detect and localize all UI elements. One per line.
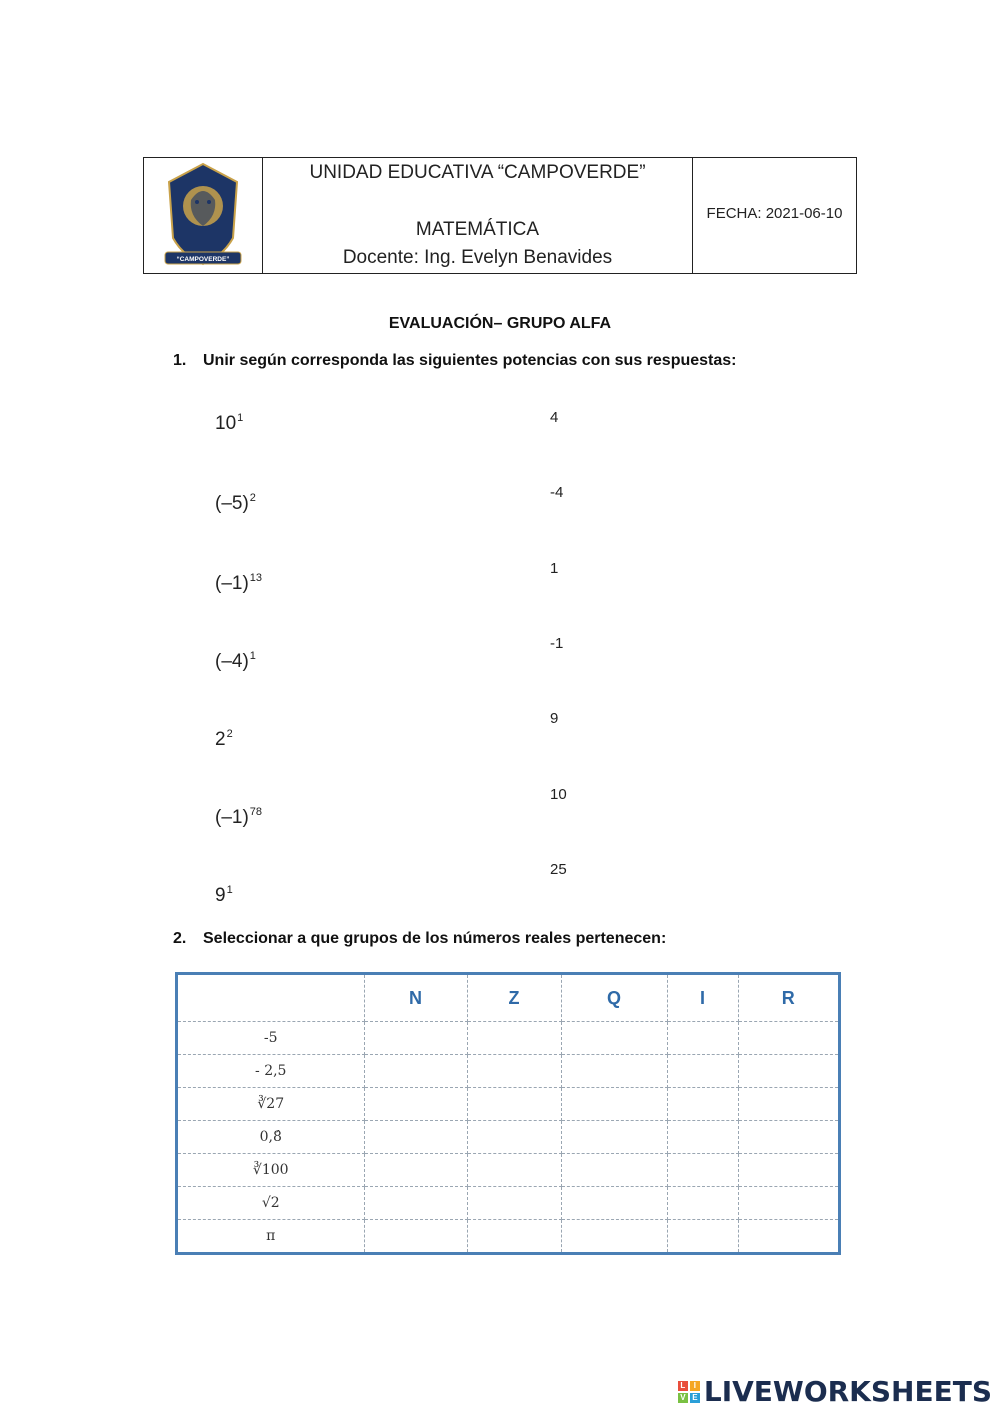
teacher-name: Docente: Ing. Evelyn Benavides [342,247,613,268]
grid-cell[interactable] [467,1121,561,1154]
power-exponent: 1 [237,412,244,424]
power-item[interactable] [215,884,233,907]
title-cell [263,158,693,273]
school-name: UNIDAD EDUCATIVA “CAMPOVERDE” [309,162,646,183]
question-2-number: 2. [173,930,187,947]
brand-mark-letter: L [678,1381,688,1391]
grid-cell[interactable] [738,1121,838,1154]
brand-mark-letter: I [690,1381,700,1391]
real-numbers-table [178,975,838,1252]
table-row [178,1154,838,1187]
power-item[interactable] [215,572,262,595]
grid-cell[interactable] [667,1220,738,1252]
grid-cell[interactable] [561,1022,667,1055]
power-exponent: 1 [249,650,256,662]
power-item[interactable] [215,728,233,751]
grid-cell[interactable] [467,1055,561,1088]
grid-cell[interactable] [738,1220,838,1252]
answer-item[interactable]: -1 [550,635,564,652]
grid-cell[interactable] [667,1022,738,1055]
answer-item[interactable]: 1 [550,560,559,577]
brand-mark-letter: V [678,1393,688,1403]
grid-cell[interactable] [561,1088,667,1121]
grid-cell[interactable] [738,1088,838,1121]
brand-mark-icon [678,1381,700,1403]
row-number-label: π [178,1220,364,1252]
grid-cell[interactable] [364,1220,467,1252]
power-base: (–4) [215,651,249,672]
power-base: 10 [215,413,237,434]
question-2-heading [173,930,666,948]
power-item[interactable] [215,650,256,673]
subject-name: MATEMÁTICA [415,219,540,240]
date-cell [693,158,856,273]
grid-cell[interactable] [738,1022,838,1055]
question-2-text: Seleccionar a que grupos de los números reales pertenecen: [203,930,667,947]
power-exponent: 1 [226,884,233,896]
answer-item[interactable]: 4 [550,409,559,426]
grid-cell[interactable] [364,1187,467,1220]
brand-mark-letter: E [690,1393,700,1403]
grid-cell[interactable] [364,1154,467,1187]
school-crest-logo [163,160,243,272]
grid-cell[interactable] [667,1088,738,1121]
column-header [178,975,364,1022]
power-exponent: 2 [249,492,256,504]
column-header-z: Z [467,975,561,1022]
evaluation-title: EVALUACIÓN– GRUPO ALFA [388,315,612,332]
row-number-label: - 2,5 [178,1055,364,1088]
date-text: FECHA: 2021-06-10 [706,205,843,222]
grid-cell[interactable] [364,1121,467,1154]
row-number-label: √2 [178,1187,364,1220]
grid-cell[interactable] [561,1220,667,1252]
grid-cell[interactable] [667,1121,738,1154]
grid-cell[interactable] [467,1022,561,1055]
grid-cell[interactable] [364,1088,467,1121]
logo-cell [144,158,263,273]
table-header-row [178,975,838,1022]
power-base: (–1) [215,807,249,828]
row-number-label: 0,8̂ [178,1121,364,1154]
logo-text: “CAMPOVERDE” [176,255,230,263]
column-header-n: N [364,975,467,1022]
column-header-q: Q [561,975,667,1022]
table-row [178,1088,838,1121]
row-number-label: ∛100 [178,1154,364,1187]
table-row [178,1121,838,1154]
grid-cell[interactable] [738,1154,838,1187]
table-row [178,1022,838,1055]
answer-item[interactable]: 10 [550,786,567,803]
grid-cell[interactable] [364,1055,467,1088]
real-numbers-grid [175,972,841,1255]
power-item[interactable] [215,492,256,515]
power-base: (–5) [215,493,249,514]
grid-cell[interactable] [364,1022,467,1055]
power-base: (–1) [215,573,249,594]
grid-cell[interactable] [561,1154,667,1187]
answer-item[interactable]: 9 [550,710,559,727]
question-1-text: Unir según corresponda las siguientes potencias con sus respuestas: [203,352,737,369]
answer-item[interactable]: 25 [550,861,567,878]
grid-cell[interactable] [467,1154,561,1187]
grid-cell[interactable] [738,1055,838,1088]
grid-cell[interactable] [667,1187,738,1220]
power-base: 2 [215,729,226,750]
grid-cell[interactable] [467,1220,561,1252]
power-exponent: 78 [249,806,263,818]
table-row [178,1055,838,1088]
grid-cell[interactable] [467,1088,561,1121]
table-row [178,1187,838,1220]
grid-cell[interactable] [561,1187,667,1220]
row-number-label: -5 [178,1022,364,1055]
row-number-label: ∛27 [178,1088,364,1121]
power-item[interactable] [215,412,243,435]
power-item[interactable] [215,806,262,829]
power-base: 9 [215,885,226,906]
question-1-heading [173,352,737,370]
grid-cell[interactable] [667,1055,738,1088]
column-header-r: R [738,975,838,1022]
grid-cell[interactable] [561,1121,667,1154]
grid-cell[interactable] [467,1187,561,1220]
header-table [143,157,857,274]
answer-item[interactable]: -4 [550,484,564,501]
grid-cell[interactable] [561,1055,667,1088]
power-exponent: 13 [249,572,263,584]
grid-cell[interactable] [738,1187,838,1220]
brand-name: LIVEWORKSHEETS [703,1375,992,1408]
grid-cell[interactable] [667,1154,738,1187]
liveworksheets-brand [678,1375,992,1408]
power-exponent: 2 [226,728,233,740]
table-row [178,1220,838,1252]
question-1-number: 1. [173,352,187,369]
column-header-i: I [667,975,738,1022]
